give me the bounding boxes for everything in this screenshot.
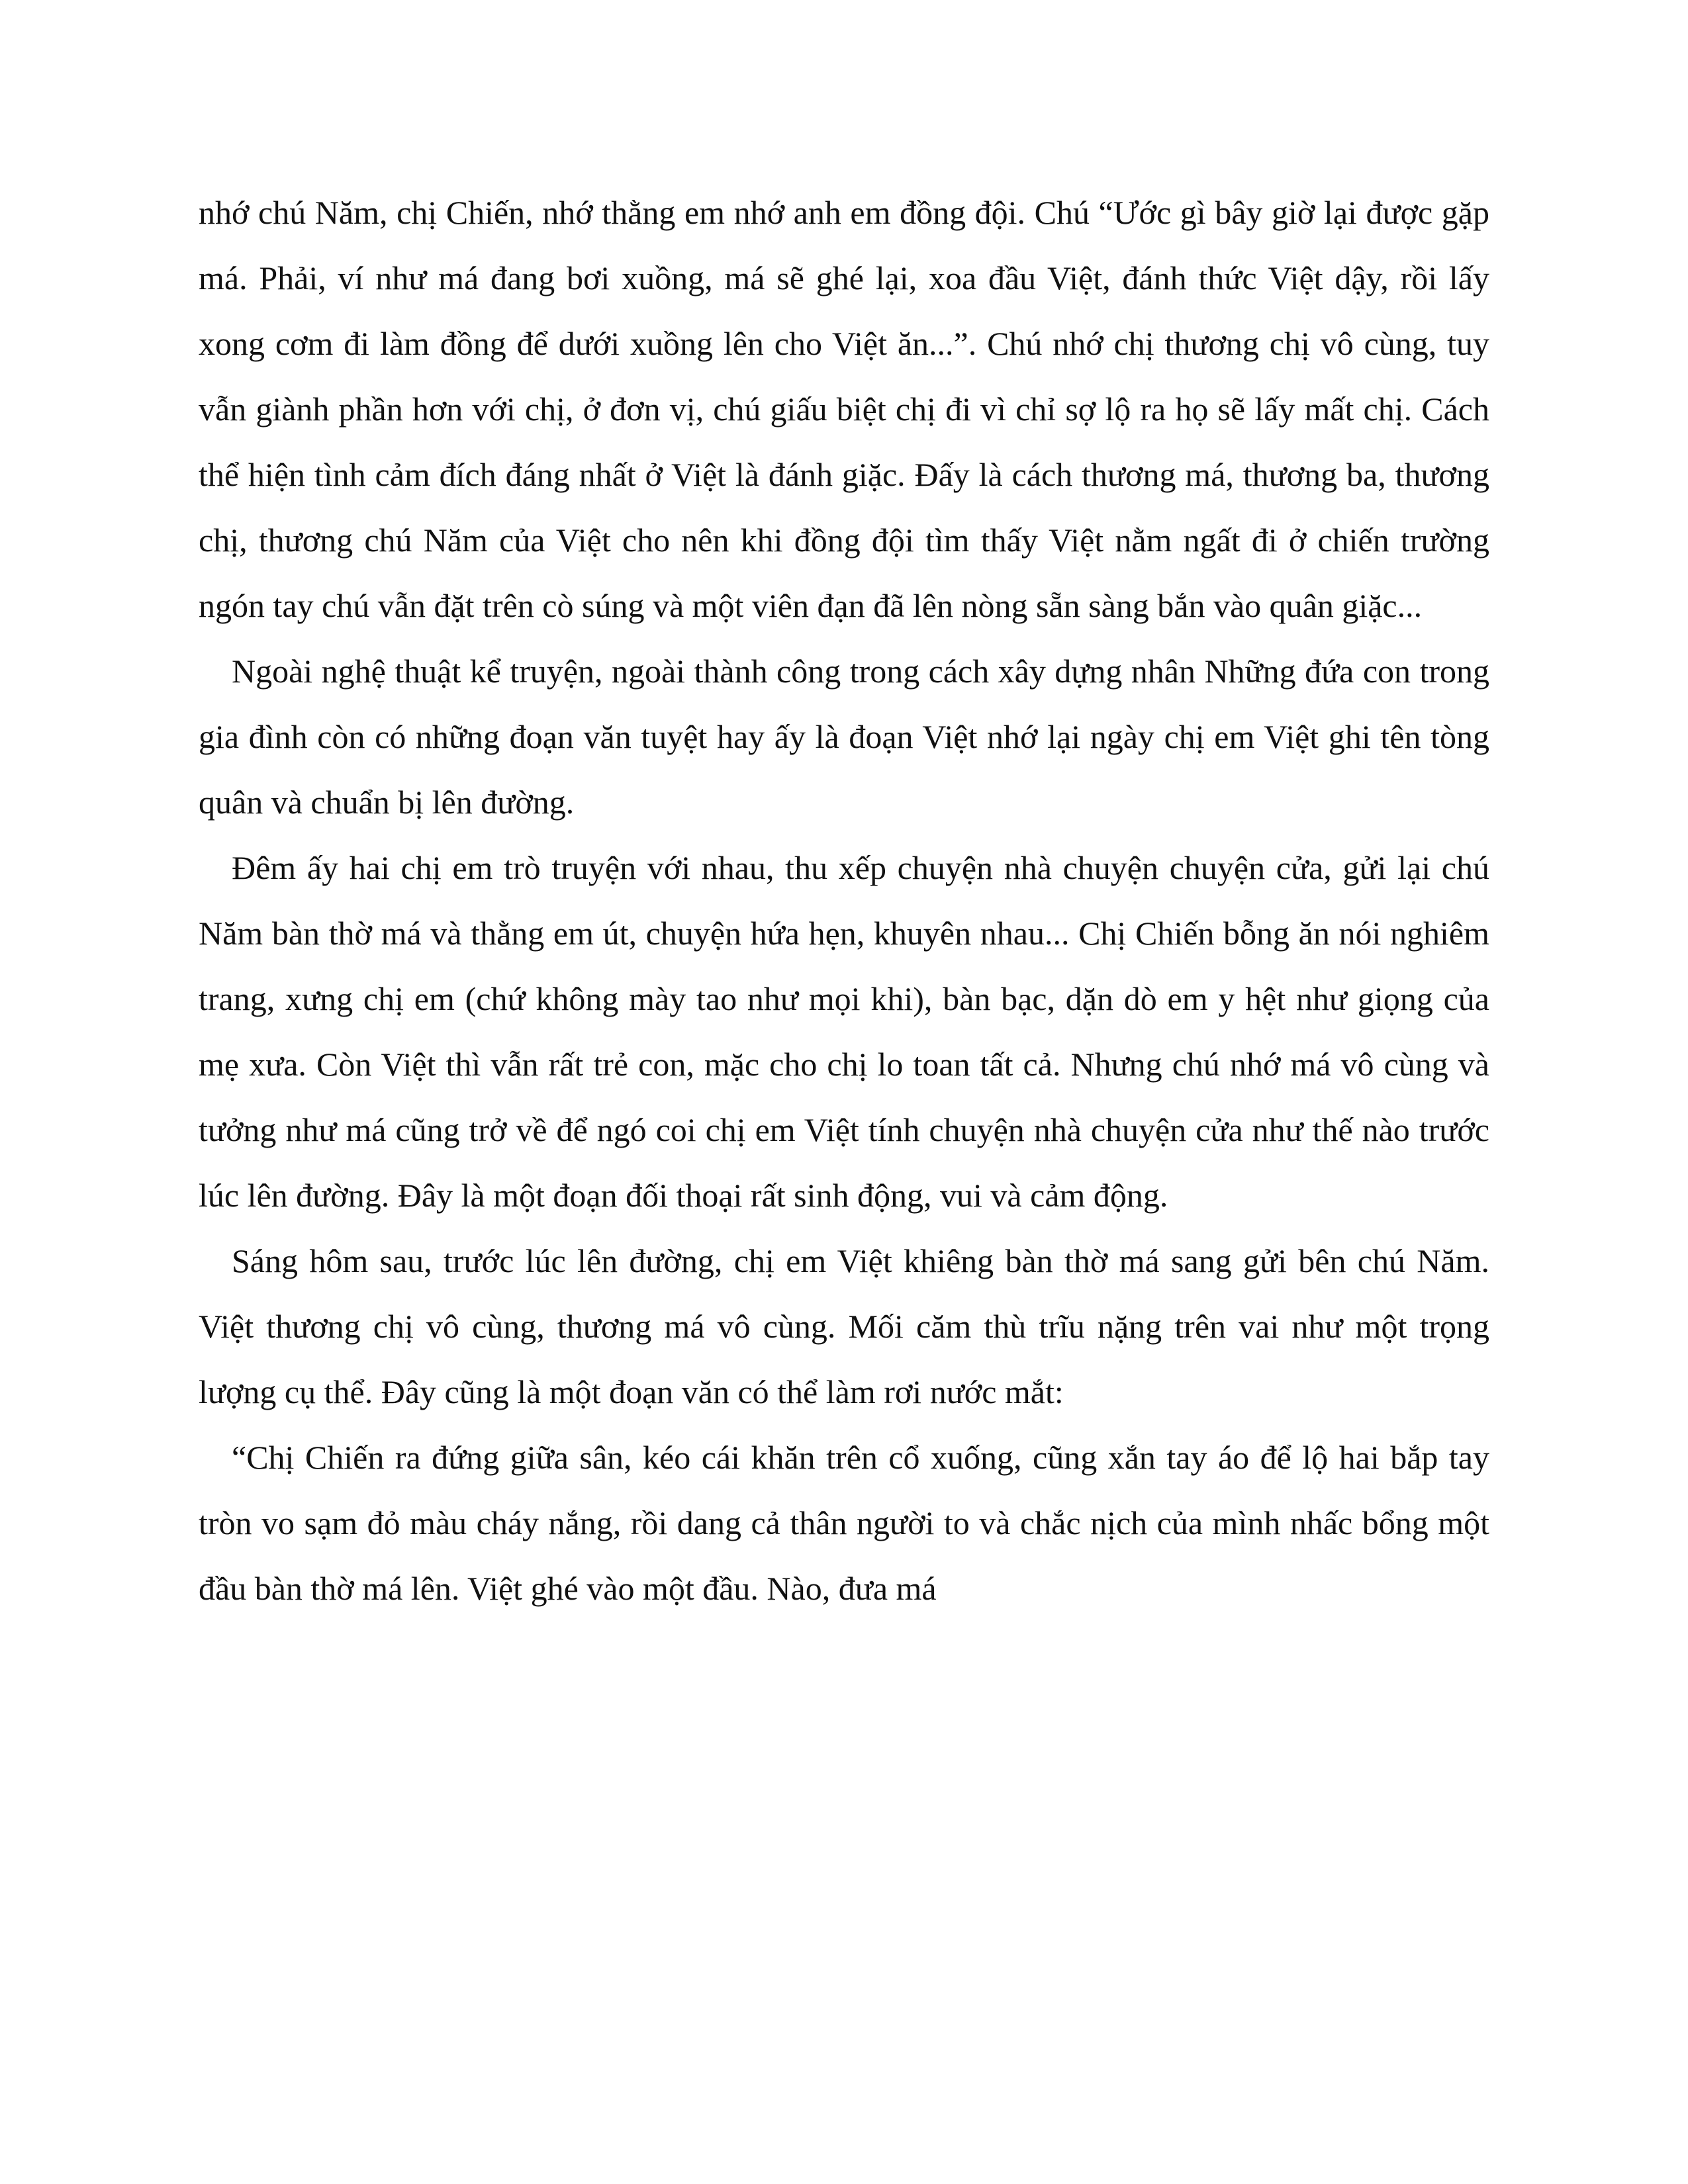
paragraph-quotation: “Chị Chiến ra đứng giữa sân, kéo cái khăn trên cổ xuống, cũng xắn tay áo để lộ hai bắp tay tròn vo sạm đỏ màu cháy nắng, rồi dang cả thân người to và chắc nịch của mình nhấc bổng một đầu bàn thờ má lên. Việt ghé vào một đầu. Nào, đưa má [199, 1439, 1489, 1607]
paragraph-narrative-art: Ngoài nghệ thuật kể truyện, ngoài thành công trong cách xây dựng nhân Những đứa con trong gia đình còn có những đoạn văn tuyệt hay ấy là đoạn Việt nhớ lại ngày chị em Việt ghi tên tòng quân và chuẩn bị lên đường. [199, 653, 1489, 821]
paragraph-morning-departure: Sáng hôm sau, trước lúc lên đường, chị em Việt khiêng bàn thờ má sang gửi bên chú Năm. Việt thương chị vô cùng, thương má vô cùng. Mối căm thù trĩu nặng trên vai như một trọng lượng cụ thể. Đây cũng là một đoạn văn có thể làm rơi nước mắt: [199, 1242, 1489, 1410]
paragraph-continuation: nhớ chú Năm, chị Chiến, nhớ thằng em nhớ anh em đồng đội. Chú “Ước gì bây giờ lại được gặp má. Phải, ví như má đang bơi xuồng, má sẽ ghé lại, xoa đầu Việt, đánh thức Việt dậy, rồi lấy xong cơm đi làm đồng để dưới xuồng lên cho Việt ăn...”. Chú nhớ chị thương chị vô cùng, tuy vẫn giành phần hơn với chị, ở đơn vị, chú giấu biệt chị đi vì chỉ sợ lộ ra họ sẽ lấy mất chị. Cách thể hiện tình cảm đích đáng nhất ở Việt là đánh giặc. Đấy là cách thương má, thương ba, thương chị, thương chú Năm của Việt cho nên khi đồng đội tìm thấy Việt nằm ngất đi ở chiến trường ngón tay chú vẫn đặt trên cò súng và một viên đạn đã lên nòng sẵn sàng bắn vào quân giặc... [199, 194, 1489, 624]
paragraph-night-conversation: Đêm ấy hai chị em trò truyện với nhau, thu xếp chuyện nhà chuyện chuyện cửa, gửi lại chú Năm bàn thờ má và thằng em út, chuyện hứa hẹn, khuyên nhau... Chị Chiến bỗng ăn nói nghiêm trang, xưng chị em (chứ không mày tao như mọi khi), bàn bạc, dặn dò em y hệt như giọng của mẹ xưa. Còn Việt thì vẫn rất trẻ con, mặc cho chị lo toan tất cả. Nhưng chú nhớ má vô cùng và tưởng như má cũng trở về để ngó coi chị em Việt tính chuyện nhà chuyện cửa như thế nào trước lúc lên đường. Đây là một đoạn đối thoại rất sinh động, vui và cảm động. [199, 849, 1489, 1214]
document-page [199, 180, 1489, 1621]
